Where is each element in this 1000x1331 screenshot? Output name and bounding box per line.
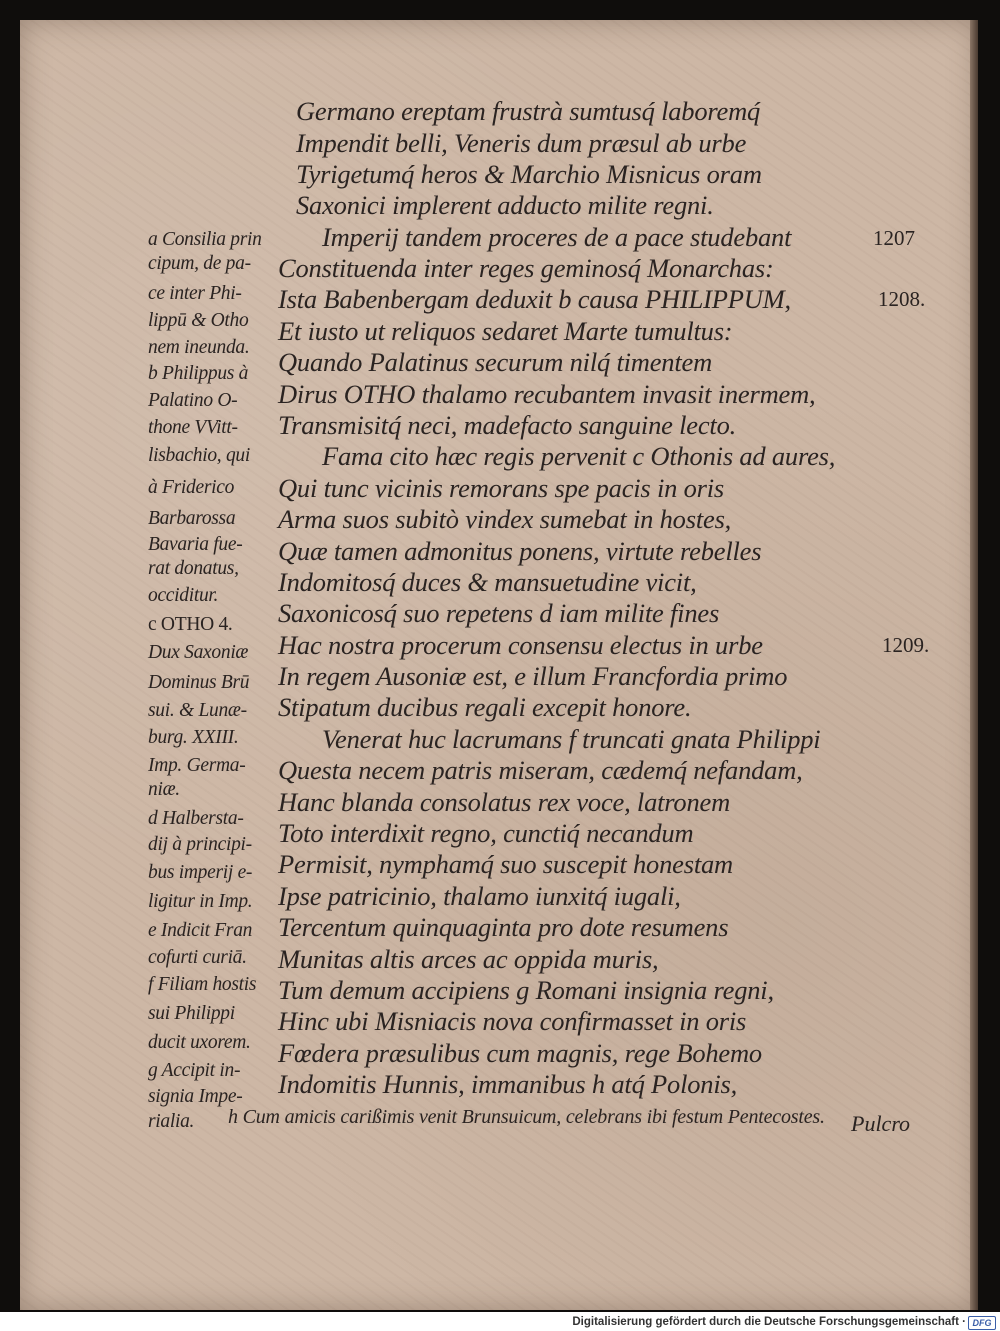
verse-line: Tyrigetumq́ heros & Marchio Misnicus oram xyxy=(296,159,762,189)
verse-line: Qui tunc vicinis remorans spe pacis in oris xyxy=(278,473,725,503)
verse-line: Questa necem patris miseram, cædemq́ nefandam, xyxy=(278,755,803,785)
margin-note-line: à Friderico xyxy=(148,477,235,498)
margin-note-line: Dominus Brū xyxy=(148,672,250,693)
margin-note-line: ce inter Phi- xyxy=(148,283,242,304)
verse-line: Hanc blanda consolatus rex voce, latronem xyxy=(278,787,731,817)
margin-note-line: a Consilia prin xyxy=(148,229,262,250)
page-binding-edge xyxy=(970,20,978,1310)
margin-note-line: rat donatus, xyxy=(148,558,239,579)
margin-note-line: Imp. Germa- xyxy=(148,755,246,776)
margin-note-line: b Philippus à xyxy=(148,363,249,384)
margin-note-line: cipum, de pa- xyxy=(148,253,251,274)
verse-line: Quæ tamen admonitus ponens, virtute rebelles xyxy=(278,536,762,566)
margin-note-line: c OTHO 4. xyxy=(148,614,233,635)
verse-line: Toto interdixit regno, cunctiq́ necandum xyxy=(278,818,694,848)
margin-note-line: bus imperij e- xyxy=(148,862,253,883)
year-marker: 1207 xyxy=(873,226,915,250)
verse-line: Impendit belli, Veneris dum præsul ab urbe xyxy=(296,128,747,158)
verse-line: Hac nostra procerum consensu electus in urbe xyxy=(278,630,763,660)
margin-note-line: dij à principi- xyxy=(148,834,252,855)
verse-line: Tum demum accipiens g Romani insignia regni, xyxy=(278,975,774,1005)
verse-line: Germano ereptam frustrà sumtusq́ laboremq́ xyxy=(296,96,761,126)
margin-note-line: ducit uxorem. xyxy=(148,1032,251,1053)
verse-line: Hinc ubi Misniacis nova confirmasset in oris xyxy=(278,1006,747,1036)
margin-note-line: Dux Saxoniæ xyxy=(148,642,249,663)
margin-note-line: ligitur in Imp. xyxy=(148,891,253,912)
verse-line: Fœdera præsulibus cum magnis, rege Bohemo xyxy=(278,1038,762,1068)
margin-note-line: g Accipit in- xyxy=(148,1060,241,1081)
margin-note-line: lisbachio, qui xyxy=(148,445,250,466)
margin-note-line: nem ineunda. xyxy=(148,337,250,358)
verse-line: In regem Ausoniæ est, e illum Francfordia primo xyxy=(278,661,788,691)
margin-note-line: f Filiam hostis xyxy=(148,974,257,995)
verse-line: Permisit, nymphamq́ suo suscepit honestam xyxy=(278,849,733,879)
verse-line: Constituenda inter reges geminosq́ Monarchas: xyxy=(278,253,774,283)
year-marker: 1208. xyxy=(878,287,926,311)
verse-line: Stipatum ducibus regali excepit honore. xyxy=(278,692,692,722)
verse-line: Arma suos subitò vindex sumebat in hostes, xyxy=(278,504,732,534)
margin-note-line: thone VVitt- xyxy=(148,417,238,438)
catchword: Pulcro xyxy=(851,1111,911,1136)
verse-line: Ista Babenbergam deduxit b causa PHILIPPUM, xyxy=(278,284,791,314)
dfg-logo: DFG xyxy=(968,1316,996,1330)
verse-line: Et iusto ut reliquos sedaret Marte tumultus: xyxy=(278,316,733,346)
margin-note-line: signia Impe- xyxy=(148,1086,243,1107)
verse-line: Tercentum quinquaginta pro dote resumens xyxy=(278,912,729,942)
year-marker: 1209. xyxy=(882,633,930,657)
verse-line: Saxonicosq́ suo repetens d iam milite fines xyxy=(278,598,720,628)
verse-line: Indomitis Hunnis, immanibus h atq́ Polonis, xyxy=(278,1069,738,1099)
margin-note-line: lippū & Otho xyxy=(148,310,249,331)
verse-line: Saxonici implerent adducto milite regni. xyxy=(296,190,714,220)
verse-line: Transmisitq́ neci, madefacto sanguine lecto. xyxy=(278,410,737,440)
credit-text: Digitalisierung gefördert durch die Deutsche Forschungsgemeinschaft · xyxy=(572,1316,966,1328)
margin-note-line: sui. & Lunæ- xyxy=(148,700,247,721)
margin-note-line: Bavaria fue- xyxy=(148,534,243,555)
verse-line: Indomitosq́ duces & mansuetudine vicit, xyxy=(278,567,697,597)
verse-line: Imperij tandem proceres de a pace studebant xyxy=(322,222,792,252)
margin-note-line: rialia. xyxy=(148,1111,195,1132)
margin-note-line: sui Philippi xyxy=(148,1003,235,1024)
verse-line: Dirus OTHO thalamo recubantem invasit inermem, xyxy=(278,379,816,409)
margin-note-line: Palatino O- xyxy=(148,390,238,411)
footnote-last-line: h Cum amicis carißimis venit Brunsuicum, celebrans ibi festum Pentecostes. xyxy=(228,1106,825,1128)
verse-line: Venerat huc lacrumans f truncati gnata Philippi xyxy=(322,724,821,754)
verse-line: Quando Palatinus securum nilq́ timentem xyxy=(278,347,713,377)
margin-note-line: e Indicit Fran xyxy=(148,920,253,941)
margin-note-line: burg. XXIII. xyxy=(148,727,239,748)
margin-note-line: occiditur. xyxy=(148,585,219,606)
verse-line: Ipse patricinio, thalamo iunxitq́ iugali, xyxy=(278,881,681,911)
margin-note-line: cofurti curiā. xyxy=(148,947,247,968)
margin-note-line: Barbarossa xyxy=(148,508,236,529)
margin-note-line: d Halbersta- xyxy=(148,808,244,829)
margin-note-line: niæ. xyxy=(148,779,180,800)
verse-line: Munitas altis arces ac oppida muris, xyxy=(278,944,659,974)
verse-line: Fama cito hæc regis pervenit c Othonis ad aures, xyxy=(322,441,836,471)
digitization-credit xyxy=(572,1313,966,1331)
